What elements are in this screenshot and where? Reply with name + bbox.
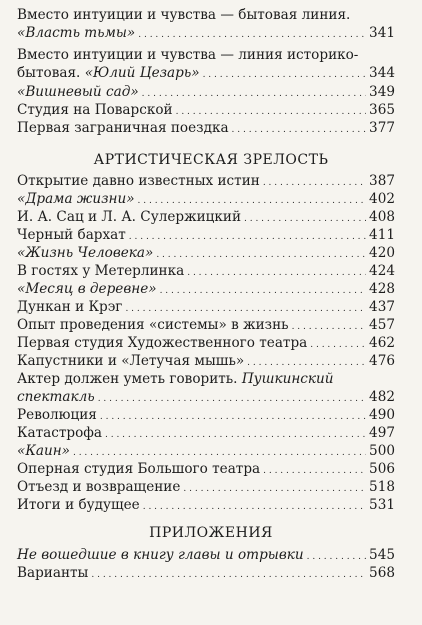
toc-entry-title: Не вошедшие в книгу главы и отрывки xyxy=(17,547,304,563)
toc-page-number: 545 xyxy=(369,547,395,563)
toc-page-number: 497 xyxy=(369,425,395,441)
dot-leader xyxy=(100,408,366,426)
toc-entry-line xyxy=(17,6,395,24)
toc-entry-line xyxy=(17,370,395,388)
toc-entry-line xyxy=(17,24,395,42)
toc-entry-title: Отъезд и возвращение xyxy=(17,479,181,495)
toc-entry xyxy=(17,460,395,478)
toc-entry xyxy=(17,370,395,406)
toc-entry xyxy=(17,262,395,280)
section-heading-appendix: ПРИЛОЖЕНИЯ xyxy=(149,525,273,541)
toc-entry xyxy=(17,546,395,564)
dot-leader xyxy=(187,264,366,282)
toc-entry xyxy=(17,316,395,334)
toc-entry xyxy=(17,334,395,352)
toc-entry xyxy=(17,564,395,582)
toc-entry-title: Открытие давно известных истин xyxy=(17,173,260,189)
dot-leader xyxy=(244,210,366,228)
toc-entry xyxy=(17,352,395,370)
toc-page-number: 341 xyxy=(369,25,395,41)
toc-entry-line xyxy=(17,46,395,64)
toc-entry-title: Дункан и Крэг xyxy=(17,299,123,315)
toc-entry xyxy=(17,172,395,190)
toc-page-number: 437 xyxy=(369,299,395,315)
toc-page-number: 568 xyxy=(369,565,395,581)
toc-entry-title: «Драма жизни» xyxy=(17,191,135,207)
dot-leader xyxy=(91,566,366,584)
toc-entry-title: Революция xyxy=(17,407,97,423)
toc-page-number: 531 xyxy=(369,497,395,513)
toc-entry xyxy=(17,208,395,226)
toc-page-number: 518 xyxy=(369,479,395,495)
toc-page-number: 408 xyxy=(369,209,395,225)
toc-entry-title: Капустники и «Летучая мышь» xyxy=(17,353,245,369)
toc-entry xyxy=(17,244,395,262)
toc-entry-title: «Каин» xyxy=(17,443,70,459)
toc-entry-title: Оперная студия Большого театра xyxy=(17,461,261,477)
toc-entry xyxy=(17,190,395,208)
toc-entry-line xyxy=(17,101,395,119)
dot-leader xyxy=(232,121,367,139)
toc-entry-title: Опыт проведения «системы» в жизнь xyxy=(17,317,289,333)
toc-entry-list xyxy=(17,546,395,582)
toc-page-number: 490 xyxy=(369,407,395,423)
toc-entry-line xyxy=(17,388,395,406)
dot-leader xyxy=(183,480,366,498)
toc-entry xyxy=(17,119,395,137)
toc-entry-title: Черный бархат xyxy=(17,227,126,243)
toc-entry xyxy=(17,496,395,514)
toc-entry-title-plain: Актер должен уметь говорить. xyxy=(17,371,242,387)
toc-entry-title: Вместо интуиции и чувства — бытовая линия. xyxy=(17,7,351,23)
dot-leader xyxy=(105,426,366,444)
toc-entry-title: В гостях у Метерлинка xyxy=(17,263,185,279)
dot-leader xyxy=(310,336,366,354)
toc-entry-list xyxy=(17,406,395,514)
toc-entry xyxy=(17,226,395,244)
toc-entry-title: Итоги и будущее xyxy=(17,497,140,513)
toc-entry-line xyxy=(17,83,395,101)
toc-entry-title: И. А. Сац и Л. А. Сулержицкий xyxy=(17,209,242,225)
toc-entry-line xyxy=(17,64,395,82)
dot-leader xyxy=(143,498,366,516)
toc-entry-title xyxy=(17,370,334,388)
toc-page-number: 349 xyxy=(369,84,395,100)
toc-page-number: 428 xyxy=(369,281,395,297)
toc-entry xyxy=(17,442,395,460)
toc-entry-title-italic: спектакль xyxy=(17,389,95,405)
toc-page-number: 424 xyxy=(369,263,395,279)
dot-leader xyxy=(138,26,366,44)
toc-entry-title: Первая заграничная поездка xyxy=(17,120,229,136)
toc-entry-title: Первая студия Художественного театра xyxy=(17,335,308,351)
dot-leader xyxy=(263,174,366,192)
toc-entry xyxy=(17,83,395,101)
toc-page-number: 411 xyxy=(369,227,395,243)
toc-entry xyxy=(17,46,395,82)
toc-entry-list xyxy=(17,172,395,370)
toc-page-number: 500 xyxy=(369,443,395,459)
toc-entry-line xyxy=(17,119,395,137)
toc-entry-title: Варианты xyxy=(17,565,89,581)
toc-entry-title: «Вишневый сад» xyxy=(17,84,139,100)
toc-page-number: 462 xyxy=(369,335,395,351)
toc-entry-title-plain: бытовая. xyxy=(17,65,85,81)
toc-entry-title-italic: Пушкинский xyxy=(241,371,334,387)
toc-page-number: 482 xyxy=(369,389,395,405)
toc-entry-title: Вместо интуиции и чувства — линия историко- xyxy=(17,47,359,63)
toc-page-number: 344 xyxy=(369,65,395,81)
toc-entry xyxy=(17,424,395,442)
toc-page-number: 387 xyxy=(369,173,395,189)
toc-entry-title: «Жизнь Человека» xyxy=(17,245,154,261)
toc-entry-title: Катастрофа xyxy=(17,425,103,441)
toc-page-number: 365 xyxy=(369,102,395,118)
toc-page-number: 402 xyxy=(369,191,395,207)
section-heading-artistic: АРТИСТИЧЕСКАЯ ЗРЕЛОСТЬ xyxy=(93,152,329,168)
dot-leader xyxy=(156,246,366,264)
toc-entry xyxy=(17,298,395,316)
dot-leader xyxy=(203,66,366,84)
toc-entry-title xyxy=(17,64,200,82)
toc-entry xyxy=(17,406,395,424)
toc-entry xyxy=(17,6,395,42)
toc-page-number: 457 xyxy=(369,317,395,333)
toc-entry-title: Студия на Поварской xyxy=(17,102,173,118)
toc-page-number: 476 xyxy=(369,353,395,369)
dot-leader xyxy=(160,282,366,300)
toc-page-number: 377 xyxy=(369,120,395,136)
toc-entry xyxy=(17,478,395,496)
toc-entry xyxy=(17,280,395,298)
dot-leader xyxy=(263,462,366,480)
toc-entry-title-italic: «Юлий Цезарь» xyxy=(84,65,200,81)
toc-entry-title: «Месяц в деревне» xyxy=(17,281,157,297)
dot-leader xyxy=(129,228,366,246)
toc-entry-title-italic: «Власть тьмы» xyxy=(17,25,136,41)
toc-entry xyxy=(17,101,395,119)
dot-leader xyxy=(307,548,366,566)
toc-page-number: 506 xyxy=(369,461,395,477)
toc-page-number: 420 xyxy=(369,245,395,261)
